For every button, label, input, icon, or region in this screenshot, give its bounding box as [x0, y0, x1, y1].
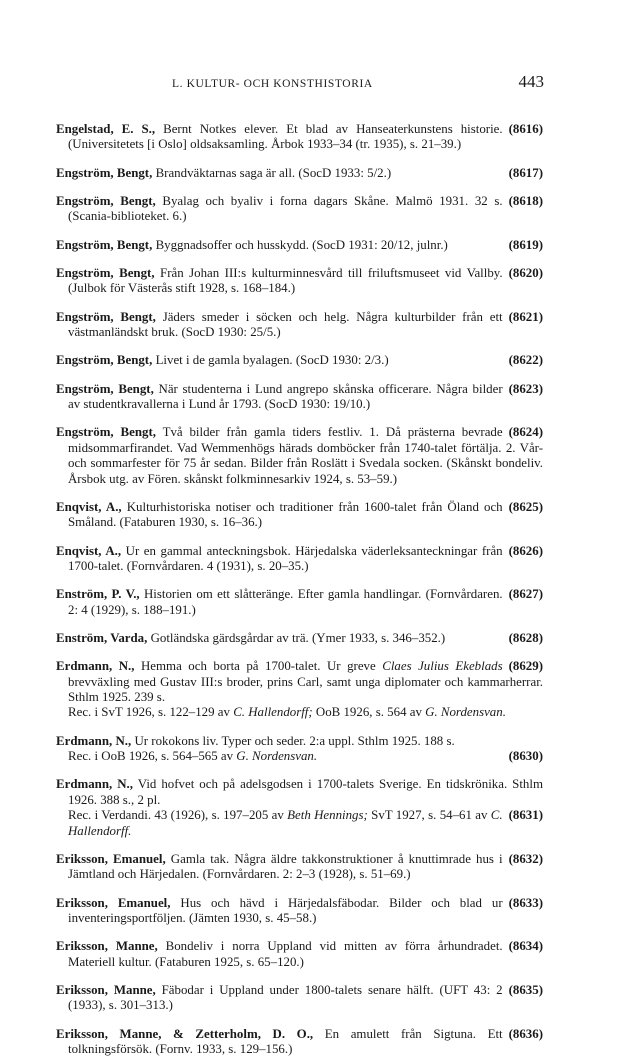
- bibliography-entry: [56, 587, 543, 618]
- entry-text: Hemma och borta på 1700-talet. Ur greve: [140, 659, 383, 674]
- bibliography-entry: [56, 777, 543, 839]
- bibliography-entry: [56, 194, 543, 225]
- bibliography-entry: [56, 238, 543, 253]
- review-note-text: SvT 1927, s. 54–61 av: [367, 808, 491, 823]
- bibliography-entry: [56, 500, 543, 531]
- entry-number: (8631): [508, 808, 543, 823]
- entry-number: (8627): [508, 587, 543, 602]
- entry-author: Eriksson, Emanuel,: [56, 895, 171, 910]
- review-note: [68, 749, 543, 764]
- bibliography-entry: [56, 852, 543, 883]
- entry-author: Engström, Bengt,: [56, 237, 153, 252]
- bibliography-entry: [56, 983, 543, 1014]
- entry-number: (8633): [508, 895, 543, 910]
- review-note: [68, 705, 543, 720]
- bibliography-list: [56, 109, 543, 1060]
- review-note-text: Rec. i Verdandi. 43 (1926), s. 197–205 av: [68, 808, 288, 823]
- entry-text: Brandväktarnas saga är all. (SocD 1933: 5/2.): [155, 165, 392, 180]
- entry-author: Erdmann, N.,: [56, 777, 133, 792]
- entry-author: Enström, P. V.,: [56, 587, 140, 602]
- entry-author: Enqvist, A.,: [56, 543, 122, 558]
- entry-text: Hus och hävd i Härjedalsfäbodar. Bilder och blad ur inventeringsportföljen. (Jämten 1930, s. 45–58.): [68, 895, 503, 926]
- entry-number: (8628): [508, 630, 543, 645]
- bibliography-entry: [56, 166, 543, 181]
- entry-author: Engelstad, E. S.,: [56, 121, 156, 136]
- entry-text: Byalag och byaliv i forna dagars Skåne. Malmö 1931. 32 s. (Scania-biblioteket. 6.): [68, 193, 503, 224]
- bibliography-entry: [56, 631, 543, 646]
- entry-text: Kulturhistoriska notiser och traditioner från 1600-talet från Öland och Småland. (Fataburen 1930, s. 16–36.): [68, 499, 503, 530]
- bibliography-entry: [56, 896, 543, 927]
- entry-author: Engström, Bengt,: [56, 381, 154, 396]
- page-header: [50, 72, 544, 92]
- entry-text: brevväxling med Gustav III:s broder, prins Carl, samt unga diplomater och kammarherrar. Sthlm 1925. 239 s.: [68, 674, 543, 705]
- page-number: 443: [518, 72, 544, 91]
- bibliography-entry: [56, 734, 543, 765]
- entry-text: Ur rokokons liv. Typer och seder. 2:a uppl. Sthlm 1925. 188 s.: [134, 733, 455, 748]
- entry-author: Eriksson, Emanuel,: [56, 851, 166, 866]
- entry-author: Erdmann, N.,: [56, 733, 132, 748]
- entry-number: (8632): [508, 851, 543, 866]
- bibliography-entry: [56, 425, 543, 487]
- entry-author: Eriksson, Manne,: [56, 939, 158, 954]
- entry-author: Eriksson, Manne, & Zetterholm, D. O.,: [56, 1026, 314, 1041]
- entry-number: (8624): [508, 425, 543, 440]
- bibliography-entry: [56, 382, 543, 413]
- entry-author: Engström, Bengt,: [56, 309, 156, 324]
- entry-author: Erdmann, N.,: [56, 659, 135, 674]
- entry-number: (8625): [508, 499, 543, 514]
- review-note-text: Rec. i OoB 1926, s. 564–565 av: [68, 749, 237, 764]
- entry-text: Ur en gammal anteckningsbok. Härjedalska väderleksanteckningar från 1700-talet. (Fornvårdaren. 4 (1931), s. 20–35.): [68, 543, 503, 573]
- bibliography-entry: [56, 1027, 543, 1058]
- entry-text: Gotländska gärdsgårdar av trä. (Ymer 1933, s. 346–352.): [150, 630, 446, 645]
- entry-text: Historien om ett slåtteränge. Efter gamla handlingar. (Fornvårdaren. 2: 4 (1929), s. 188–191.): [68, 587, 503, 617]
- reviewer-name: Beth Hennings;: [287, 808, 368, 823]
- entry-text: Livet i de gamla byalagen. (SocD 1930: 2/3.): [155, 353, 389, 368]
- entry-text: Från Johan III:s kulturminnesvård till friluftsmuseet vid Vallby. (Julbok för Västerås stift 1928, s. 168–184.): [68, 265, 503, 296]
- entry-number: (8629): [508, 659, 543, 674]
- entry-number: (8616): [508, 121, 543, 136]
- reviewer-name: G. Nordensvan.: [425, 705, 506, 720]
- bibliography-entry: [56, 353, 543, 368]
- bibliography-entry: [56, 310, 543, 341]
- reviewer-name: C. Hallendorff;: [233, 705, 313, 720]
- entry-number: (8634): [508, 939, 543, 954]
- entry-number: (8618): [508, 193, 543, 208]
- bibliography-entry: [56, 544, 543, 575]
- entry-text: Två bilder från gamla tiders festliv. 1. Då prästerna bevrade midsommarfirandet. Vad Wemmenhögs härads domböcker från 1740-talet förtälja. 2. Vår- och sommarfester för 75 år sedan. Bilder från Roslätt i Svedala socken. (Skånskt bondeliv. Årsbok utg. av Fören. skånskt folkminnesarkiv 1924, s. 53–59.): [68, 425, 543, 486]
- entry-text: Jäders smeder i söcken och helg. Några kulturbilder från ett västmanländskt bruk. (SocD 1930: 25/5.): [68, 309, 503, 339]
- entry-number: (8630): [508, 749, 543, 764]
- entry-number: (8621): [508, 309, 543, 324]
- entry-author: Eriksson, Manne,: [56, 983, 156, 998]
- reviewer-name: G. Nordensvan.: [236, 749, 318, 764]
- entry-text: Vid hofvet och på adelsgodsen i 1700-talets Sverige. En tidskrönika. Sthlm 1926. 388 s., 2 pl.: [68, 777, 543, 807]
- entry-number: (8626): [508, 543, 543, 558]
- entry-number: (8620): [508, 265, 543, 280]
- bibliography-entry: [56, 122, 543, 153]
- entry-text: Byggnadsoffer och husskydd. (SocD 1931: 20/12, julnr.): [155, 237, 448, 252]
- entry-number: (8623): [508, 381, 543, 396]
- entry-author: Engström, Bengt,: [56, 265, 155, 280]
- running-head: L. KULTUR- OCH KONSTHISTORIA: [172, 78, 373, 90]
- entry-author: Engström, Bengt,: [56, 193, 156, 208]
- bibliography-entry: [56, 939, 543, 970]
- entry-author: Enqvist, A.,: [56, 499, 122, 514]
- entry-text-italic: Claes Julius Ekeblads: [382, 659, 503, 674]
- review-note-text: Rec. i SvT 1926, s. 122–129 av: [68, 705, 234, 720]
- reviewer-name: C. Hallendorff.: [68, 808, 503, 838]
- entry-author: Engström, Bengt,: [56, 165, 153, 180]
- review-note-text: OoB 1926, s. 564 av: [312, 705, 426, 720]
- bibliography-entry: [56, 266, 543, 297]
- entry-text: Bernt Notkes elever. Et blad av Hanseaterkunstens historie. (Universitetets [i Oslo] oldsaksamling. Årbok 1933–34 (tr. 1935), s. 21–39.): [68, 121, 503, 152]
- entry-author: Engström, Bengt,: [56, 353, 153, 368]
- entry-author: Enström, Varda,: [56, 630, 148, 645]
- entry-text: När studenterna i Lund angrepo skånska officerare. Några bilder av studentkravallerna i Lund år 1793. (SocD 1930: 19/10.): [68, 381, 503, 411]
- bibliography-entry: [56, 659, 543, 721]
- entry-number: (8635): [508, 983, 543, 998]
- review-note: [68, 808, 543, 839]
- entry-text: Fäbodar i Uppland under 1800-talets senare hälft. (UFT 43: 2 (1933), s. 301–313.): [68, 983, 503, 1013]
- entry-number: (8636): [508, 1026, 543, 1041]
- entry-number: (8622): [508, 353, 543, 368]
- entry-number: (8619): [508, 237, 543, 252]
- entry-author: Engström, Bengt,: [56, 425, 156, 440]
- entry-number: (8617): [508, 165, 543, 180]
- entry-text: En amulett från Sigtuna. Ett tolkningsförsök. (Fornv. 1933, s. 129–156.): [68, 1026, 503, 1057]
- entry-text: Gamla tak. Några äldre takkonstruktioner å knuttimrade hus i Jämtland och Härjedalen. (Fornvårdaren. 2: 2–3 (1928), s. 51–69.): [68, 851, 503, 882]
- entry-text: Bondeliv i norra Uppland vid mitten av förra århundradet. Materiell kultur. (Fataburen 1925, s. 65–120.): [68, 939, 503, 969]
